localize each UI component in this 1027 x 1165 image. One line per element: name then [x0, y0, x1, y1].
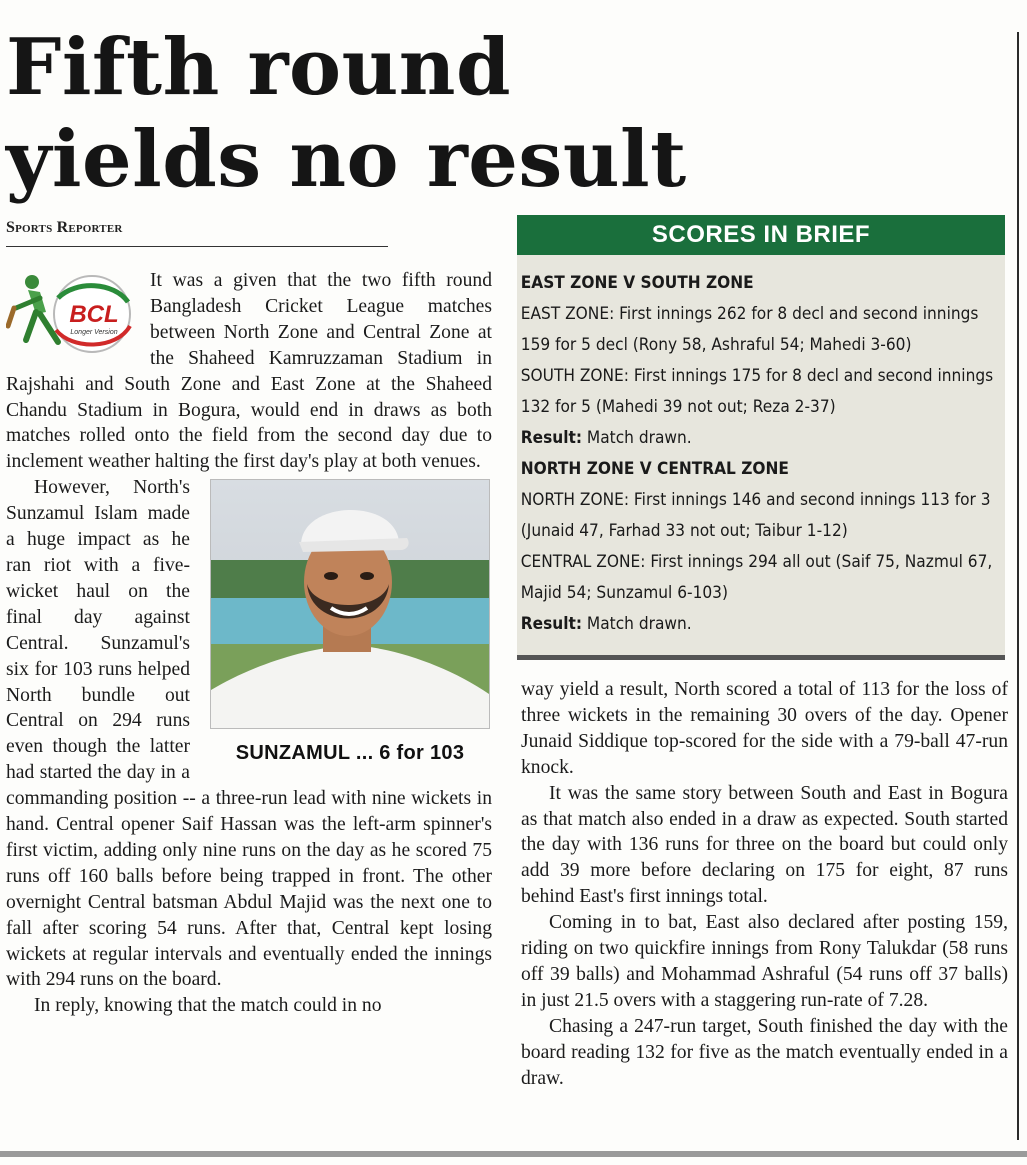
scores-body	[517, 255, 1004, 639]
logo-text: BCL	[69, 301, 119, 328]
scores-in-brief-box	[517, 215, 1005, 660]
article-paragraph: It was a given that the two fifth round Bangladesh Cricket League matches between North Zone and Central Zone at the Shaheed Kamruzzaman Stadium in Rajshahi and South Zone and East Zone at the Shaheed Chandu Stadium in Bogura, would end in draws as both matches rolled onto the field from the second day due to inclement weather halting the first day's play at both venues.	[6, 270, 492, 473]
article-paragraph: Chasing a 247-run target, South finished the day with the board reading 132 for five as the match eventually ended in a draw.	[521, 1015, 1008, 1089]
player-photo	[210, 479, 490, 729]
innings-line: NORTH ZONE: First innings 146 and second innings 113 for 3 (Junaid 47, Farhad 33 not out; Taibur 1-12)	[520, 490, 991, 540]
innings-line: EAST ZONE: First innings 262 for 8 decl and second innings 159 for 5 decl (Rony 58, Ashraful 54; Mahedi 3-60)	[520, 304, 979, 354]
column-rule	[1017, 32, 1019, 1140]
match-heading: NORTH ZONE V CENTRAL ZONE	[520, 459, 789, 478]
byline-rule	[6, 246, 388, 247]
article-paragraph: It was the same story between South and East in Bogura as that match also ended in a draw as expected. South started the day with 136 runs for three on the board but could only add 39 more before declaring on 175 for eight, 87 runs behind East's first innings total.	[521, 782, 1008, 908]
article-column-left	[6, 268, 492, 1019]
headline: Fifth round yields no result	[6, 22, 687, 205]
photo-caption: SUNZAMUL ... 6 for 103	[235, 742, 465, 765]
scores-title: SCORES IN BRIEF	[517, 215, 1005, 255]
article-paragraph: way yield a result, North scored a total of 113 for the loss of three wickets in the remaining 30 overs of the day. Opener Junaid Siddique top-scored for the side with a 79-ball 47-run knock.	[521, 679, 1008, 778]
result-label: Result:	[520, 428, 583, 447]
result-line	[521, 422, 1000, 453]
article-paragraph: However, North's Sunzamul Islam made a huge impact as he ran riot with a five-wicket haul on the final day against Central. Sunzamul's six for 103 runs helped North bundle out Central on 294 runs even though the latter had started the day in a commanding position -- a three-run lead with nine wickets in hand. Central opener Saif Hassan was the left-arm spinner's first victim, adding only nine runs on the day as he scored 75 runs off 160 balls before being trapped in front. The other overnight Central batsman Abdul Majid was the next one to fall after scoring 54 runs. After that, Central kept losing wickets at regular intervals and eventually ended the innings with 294 runs on the board.	[6, 477, 492, 991]
innings-line: SOUTH ZONE: First innings 175 for 8 decl and second innings 132 for 5 (Mahedi 39 not out; Reza 2-37)	[520, 366, 994, 416]
photo-figure	[200, 479, 492, 765]
result-line	[521, 608, 1000, 639]
result-text: Match drawn.	[582, 428, 692, 447]
match-heading: EAST ZONE V SOUTH ZONE	[520, 273, 754, 292]
result-text: Match drawn.	[582, 614, 692, 633]
byline: Sports Reporter	[6, 219, 123, 236]
bottom-rule	[0, 1151, 1027, 1157]
innings-line: CENTRAL ZONE: First innings 294 all out (Saif 75, Nazmul 67, Majid 54; Sunzamul 6-103)	[520, 552, 993, 602]
logo-subtext: Longer Version	[70, 329, 118, 336]
result-label: Result:	[520, 614, 583, 633]
article-paragraph: Coming in to bat, East also declared after posting 159, riding on two quickfire innings from Rony Talukdar (58 runs off 39 balls) and Mohammad Ashraful (54 runs off 37 balls) in just 21.5 overs with a staggering run-rate of 7.28.	[521, 912, 1008, 1011]
article-column-right	[521, 677, 1008, 1092]
article-paragraph: In reply, knowing that the match could in no	[34, 995, 382, 1017]
bcl-logo	[6, 268, 136, 360]
